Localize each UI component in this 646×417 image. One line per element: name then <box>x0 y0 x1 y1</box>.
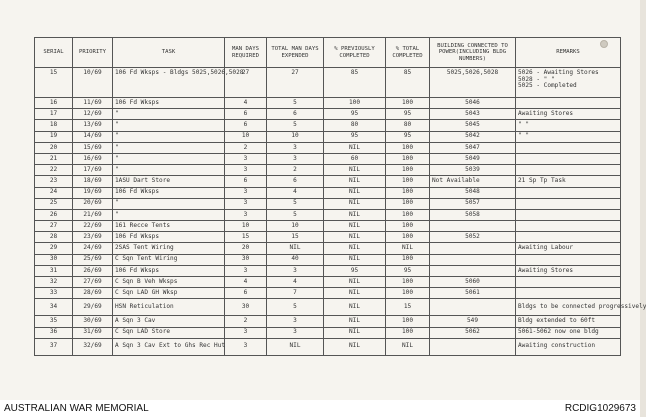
header-previously-completed: % PREVIOUSLY COMPLETED <box>324 38 386 68</box>
cell-total-completed: 95 <box>386 131 430 142</box>
table-row <box>35 109 621 120</box>
table-row <box>35 131 621 142</box>
cell-man-days-expended: 5 <box>267 98 324 109</box>
cell-remarks <box>516 198 621 209</box>
cell-previously-completed: 80 <box>324 120 386 131</box>
cell-priority: 17/69 <box>73 165 113 176</box>
cell-previously-completed: 95 <box>324 131 386 142</box>
cell-priority: 16/69 <box>73 153 113 164</box>
cell-total-completed: 100 <box>386 153 430 164</box>
cell-previously-completed: 60 <box>324 153 386 164</box>
cell-serial: 32 <box>35 277 73 288</box>
table-row <box>35 288 621 299</box>
cell-priority: 20/69 <box>73 198 113 209</box>
header-building-connected: BUILDING CONNECTED TO POWER(INCLUDING BLDG NUMBERS) <box>430 38 516 68</box>
cell-building: 5052 <box>430 232 516 243</box>
cell-task: 106 Fd Wksps <box>113 98 225 109</box>
cell-previously-completed: NIL <box>324 243 386 254</box>
cell-remarks: Bldgs to be connected progressively <box>516 299 621 316</box>
cell-building: 5042 <box>430 131 516 142</box>
cell-remarks <box>516 232 621 243</box>
cell-man-days-required: 3 <box>225 165 267 176</box>
cell-remarks <box>516 221 621 232</box>
cell-remarks: 5026 - Awaiting Stores 5028 - " " 5025 - Completed <box>516 68 621 98</box>
cell-task: " <box>113 131 225 142</box>
cell-task: " <box>113 209 225 220</box>
table-row <box>35 316 621 327</box>
header-man-days-required: MAN DAYS REQUIRED <box>225 38 267 68</box>
table-row <box>35 165 621 176</box>
cell-man-days-expended: 7 <box>267 288 324 299</box>
table-row <box>35 254 621 265</box>
cell-man-days-required: 4 <box>225 277 267 288</box>
cell-building: 5058 <box>430 209 516 220</box>
table-row <box>35 327 621 338</box>
cell-man-days-required: 4 <box>225 98 267 109</box>
table-row <box>35 176 621 187</box>
cell-building: 5062 <box>430 327 516 338</box>
cell-task: 106 Fd Wksps <box>113 187 225 198</box>
cell-man-days-expended: 40 <box>267 254 324 265</box>
cell-serial: 31 <box>35 265 73 276</box>
cell-total-completed: 100 <box>386 232 430 243</box>
cell-task: A Sqn 3 Cav <box>113 316 225 327</box>
cell-building: 5045 <box>430 120 516 131</box>
cell-remarks: 5061-5062 now one bldg <box>516 327 621 338</box>
header-priority: PRIORITY <box>73 38 113 68</box>
cell-priority: 12/69 <box>73 109 113 120</box>
header-total-man-days-expended: TOTAL MAN DAYS EXPENDED <box>267 38 324 68</box>
table-row <box>35 209 621 220</box>
cell-priority: 10/69 <box>73 68 113 98</box>
cell-remarks <box>516 209 621 220</box>
cell-man-days-required: 6 <box>225 288 267 299</box>
cell-man-days-required: 20 <box>225 243 267 254</box>
header-remarks: REMARKS <box>516 38 621 68</box>
table-row <box>35 265 621 276</box>
cell-total-completed: 100 <box>386 198 430 209</box>
cell-task: 106 Fd Wksps - Bldgs 5025,5026,5028 <box>113 68 225 98</box>
cell-building <box>430 299 516 316</box>
table-row <box>35 68 621 98</box>
table-row <box>35 243 621 254</box>
cell-previously-completed: 95 <box>324 109 386 120</box>
cell-man-days-required: 10 <box>225 221 267 232</box>
cell-previously-completed: NIL <box>324 232 386 243</box>
cell-serial: 27 <box>35 221 73 232</box>
table-row <box>35 153 621 164</box>
cell-previously-completed: NIL <box>324 198 386 209</box>
cell-man-days-expended: 4 <box>267 187 324 198</box>
cell-building: 5046 <box>430 98 516 109</box>
cell-man-days-required: 27 <box>225 68 267 98</box>
cell-remarks <box>516 153 621 164</box>
cell-remarks: Awaiting Stores <box>516 109 621 120</box>
cell-man-days-expended: 3 <box>267 142 324 153</box>
cell-serial: 36 <box>35 327 73 338</box>
cell-priority: 26/69 <box>73 265 113 276</box>
cell-priority: 28/69 <box>73 288 113 299</box>
cell-total-completed: 95 <box>386 265 430 276</box>
cell-serial: 23 <box>35 176 73 187</box>
cell-remarks: Awaiting Labour <box>516 243 621 254</box>
cell-serial: 17 <box>35 109 73 120</box>
cell-task: " <box>113 198 225 209</box>
cell-total-completed: 100 <box>386 327 430 338</box>
cell-total-completed: 15 <box>386 299 430 316</box>
footer-record-id: RCDIG1029673 <box>564 403 636 414</box>
cell-man-days-expended: 3 <box>267 265 324 276</box>
cell-task: C Sqn LAD GH Wksp <box>113 288 225 299</box>
cell-man-days-required: 3 <box>225 338 267 355</box>
cell-serial: 18 <box>35 120 73 131</box>
cell-previously-completed: NIL <box>324 299 386 316</box>
cell-total-completed: 100 <box>386 165 430 176</box>
cell-man-days-required: 3 <box>225 327 267 338</box>
table-row <box>35 120 621 131</box>
cell-previously-completed: NIL <box>324 277 386 288</box>
cell-task: " <box>113 109 225 120</box>
footer-source: AUSTRALIAN WAR MEMORIAL <box>4 403 149 414</box>
cell-serial: 34 <box>35 299 73 316</box>
cell-man-days-expended: 10 <box>267 131 324 142</box>
cell-man-days-expended: 5 <box>267 299 324 316</box>
cell-remarks: Awaiting Stores <box>516 265 621 276</box>
cell-task: C Sqn LAD Store <box>113 327 225 338</box>
cell-building: 5047 <box>430 142 516 153</box>
cell-task: " <box>113 120 225 131</box>
cell-total-completed: NIL <box>386 243 430 254</box>
cell-total-completed: 100 <box>386 316 430 327</box>
cell-task: C Sqn B Veh Wksps <box>113 277 225 288</box>
cell-priority: 29/69 <box>73 299 113 316</box>
cell-serial: 30 <box>35 254 73 265</box>
cell-priority: 27/69 <box>73 277 113 288</box>
cell-priority: 31/69 <box>73 327 113 338</box>
cell-remarks <box>516 187 621 198</box>
cell-remarks <box>516 98 621 109</box>
cell-remarks: 21 Sp Tp Task <box>516 176 621 187</box>
cell-building <box>430 243 516 254</box>
cell-total-completed: 100 <box>386 98 430 109</box>
table-row <box>35 299 621 316</box>
cell-total-completed: 80 <box>386 120 430 131</box>
cell-task: HSN Reticulation <box>113 299 225 316</box>
cell-building <box>430 221 516 232</box>
cell-building <box>430 265 516 276</box>
cell-priority: 14/69 <box>73 131 113 142</box>
cell-previously-completed: 100 <box>324 98 386 109</box>
cell-previously-completed: NIL <box>324 187 386 198</box>
table-row <box>35 221 621 232</box>
table-row <box>35 142 621 153</box>
cell-previously-completed: NIL <box>324 327 386 338</box>
cell-man-days-required: 15 <box>225 232 267 243</box>
cell-serial: 25 <box>35 198 73 209</box>
cell-priority: 21/69 <box>73 209 113 220</box>
cell-man-days-required: 3 <box>225 198 267 209</box>
cell-priority: 25/69 <box>73 254 113 265</box>
cell-total-completed: NIL <box>386 338 430 355</box>
cell-man-days-required: 3 <box>225 265 267 276</box>
header-row <box>35 38 621 68</box>
cell-serial: 35 <box>35 316 73 327</box>
cell-total-completed: 100 <box>386 142 430 153</box>
cell-serial: 20 <box>35 142 73 153</box>
cell-serial: 29 <box>35 243 73 254</box>
cell-serial: 21 <box>35 153 73 164</box>
cell-task: 161 Recce Tents <box>113 221 225 232</box>
cell-previously-completed: NIL <box>324 254 386 265</box>
cell-total-completed: 100 <box>386 176 430 187</box>
cell-priority: 24/69 <box>73 243 113 254</box>
cell-task: 1ASU Dart Store <box>113 176 225 187</box>
cell-previously-completed: 95 <box>324 265 386 276</box>
cell-priority: 13/69 <box>73 120 113 131</box>
cell-remarks <box>516 277 621 288</box>
cell-task: 106 Fd Wksps <box>113 232 225 243</box>
cell-priority: 22/69 <box>73 221 113 232</box>
cell-priority: 30/69 <box>73 316 113 327</box>
cell-previously-completed: NIL <box>324 316 386 327</box>
cell-man-days-required: 30 <box>225 299 267 316</box>
cell-remarks <box>516 142 621 153</box>
cell-serial: 37 <box>35 338 73 355</box>
cell-building: 5025,5026,5028 <box>430 68 516 98</box>
cell-previously-completed: NIL <box>324 142 386 153</box>
cell-man-days-required: 6 <box>225 120 267 131</box>
cell-man-days-required: 3 <box>225 153 267 164</box>
table-row <box>35 338 621 355</box>
cell-man-days-expended: NIL <box>267 243 324 254</box>
cell-man-days-required: 2 <box>225 316 267 327</box>
cell-task: 106 Fd Wksps <box>113 265 225 276</box>
cell-man-days-required: 2 <box>225 142 267 153</box>
cell-serial: 26 <box>35 209 73 220</box>
cell-remarks <box>516 288 621 299</box>
cell-task: A Sqn 3 Cav Ext to Ghs Rec Hut <box>113 338 225 355</box>
cell-serial: 15 <box>35 68 73 98</box>
cell-man-days-required: 6 <box>225 176 267 187</box>
cell-priority: 11/69 <box>73 98 113 109</box>
cell-serial: 28 <box>35 232 73 243</box>
cell-serial: 16 <box>35 98 73 109</box>
cell-man-days-expended: 6 <box>267 176 324 187</box>
cell-building: Not Available <box>430 176 516 187</box>
cell-previously-completed: NIL <box>324 338 386 355</box>
cell-previously-completed: NIL <box>324 176 386 187</box>
header-total-completed: % TOTAL COMPLETED <box>386 38 430 68</box>
cell-priority: 19/69 <box>73 187 113 198</box>
cell-man-days-required: 30 <box>225 254 267 265</box>
cell-task: C Sqn Tent Wiring <box>113 254 225 265</box>
cell-total-completed: 100 <box>386 254 430 265</box>
header-task: TASK <box>113 38 225 68</box>
cell-serial: 33 <box>35 288 73 299</box>
cell-building <box>430 254 516 265</box>
cell-man-days-expended: 10 <box>267 221 324 232</box>
cell-previously-completed: NIL <box>324 288 386 299</box>
cell-previously-completed: NIL <box>324 209 386 220</box>
cell-total-completed: 95 <box>386 109 430 120</box>
cell-previously-completed: 85 <box>324 68 386 98</box>
cell-total-completed: 100 <box>386 187 430 198</box>
cell-building: 549 <box>430 316 516 327</box>
cell-building: 5048 <box>430 187 516 198</box>
cell-serial: 24 <box>35 187 73 198</box>
cell-building: 5060 <box>430 277 516 288</box>
cell-man-days-expended: 3 <box>267 327 324 338</box>
cell-man-days-expended: 2 <box>267 165 324 176</box>
cell-building <box>430 338 516 355</box>
header-serial: SERIAL <box>35 38 73 68</box>
cell-man-days-expended: 6 <box>267 109 324 120</box>
cell-task: " <box>113 142 225 153</box>
cell-total-completed: 100 <box>386 288 430 299</box>
cell-man-days-required: 3 <box>225 209 267 220</box>
table-row <box>35 277 621 288</box>
cell-task: " <box>113 153 225 164</box>
table-row <box>35 198 621 209</box>
cell-man-days-expended: NIL <box>267 338 324 355</box>
cell-man-days-expended: 5 <box>267 209 324 220</box>
task-table <box>34 37 646 356</box>
cell-priority: 15/69 <box>73 142 113 153</box>
cell-man-days-expended: 15 <box>267 232 324 243</box>
cell-priority: 18/69 <box>73 176 113 187</box>
cell-priority: 32/69 <box>73 338 113 355</box>
cell-remarks: Awaiting construction <box>516 338 621 355</box>
cell-remarks <box>516 165 621 176</box>
cell-serial: 19 <box>35 131 73 142</box>
cell-man-days-expended: 4 <box>267 277 324 288</box>
cell-building: 5043 <box>430 109 516 120</box>
cell-man-days-required: 3 <box>225 187 267 198</box>
cell-task: 2SAS Tent Wiring <box>113 243 225 254</box>
cell-remarks <box>516 254 621 265</box>
cell-task: " <box>113 165 225 176</box>
cell-previously-completed: NIL <box>324 221 386 232</box>
footer-bar <box>0 400 640 417</box>
cell-previously-completed: NIL <box>324 165 386 176</box>
cell-building: 5049 <box>430 153 516 164</box>
cell-man-days-required: 6 <box>225 109 267 120</box>
table-row <box>35 98 621 109</box>
cell-remarks: " " <box>516 131 621 142</box>
cell-total-completed: 85 <box>386 68 430 98</box>
cell-priority: 23/69 <box>73 232 113 243</box>
table-row <box>35 187 621 198</box>
cell-building: 5057 <box>430 198 516 209</box>
cell-remarks: " " <box>516 120 621 131</box>
table-row <box>35 232 621 243</box>
cell-man-days-expended: 3 <box>267 316 324 327</box>
cell-man-days-expended: 5 <box>267 120 324 131</box>
cell-total-completed: 100 <box>386 277 430 288</box>
cell-building: 5039 <box>430 165 516 176</box>
cell-total-completed: 100 <box>386 209 430 220</box>
cell-man-days-expended: 3 <box>267 153 324 164</box>
cell-building: 5061 <box>430 288 516 299</box>
cell-man-days-expended: 5 <box>267 198 324 209</box>
cell-man-days-required: 10 <box>225 131 267 142</box>
cell-man-days-expended: 27 <box>267 68 324 98</box>
cell-remarks: Bldg extended to 60ft <box>516 316 621 327</box>
cell-total-completed: 100 <box>386 221 430 232</box>
cell-serial: 22 <box>35 165 73 176</box>
